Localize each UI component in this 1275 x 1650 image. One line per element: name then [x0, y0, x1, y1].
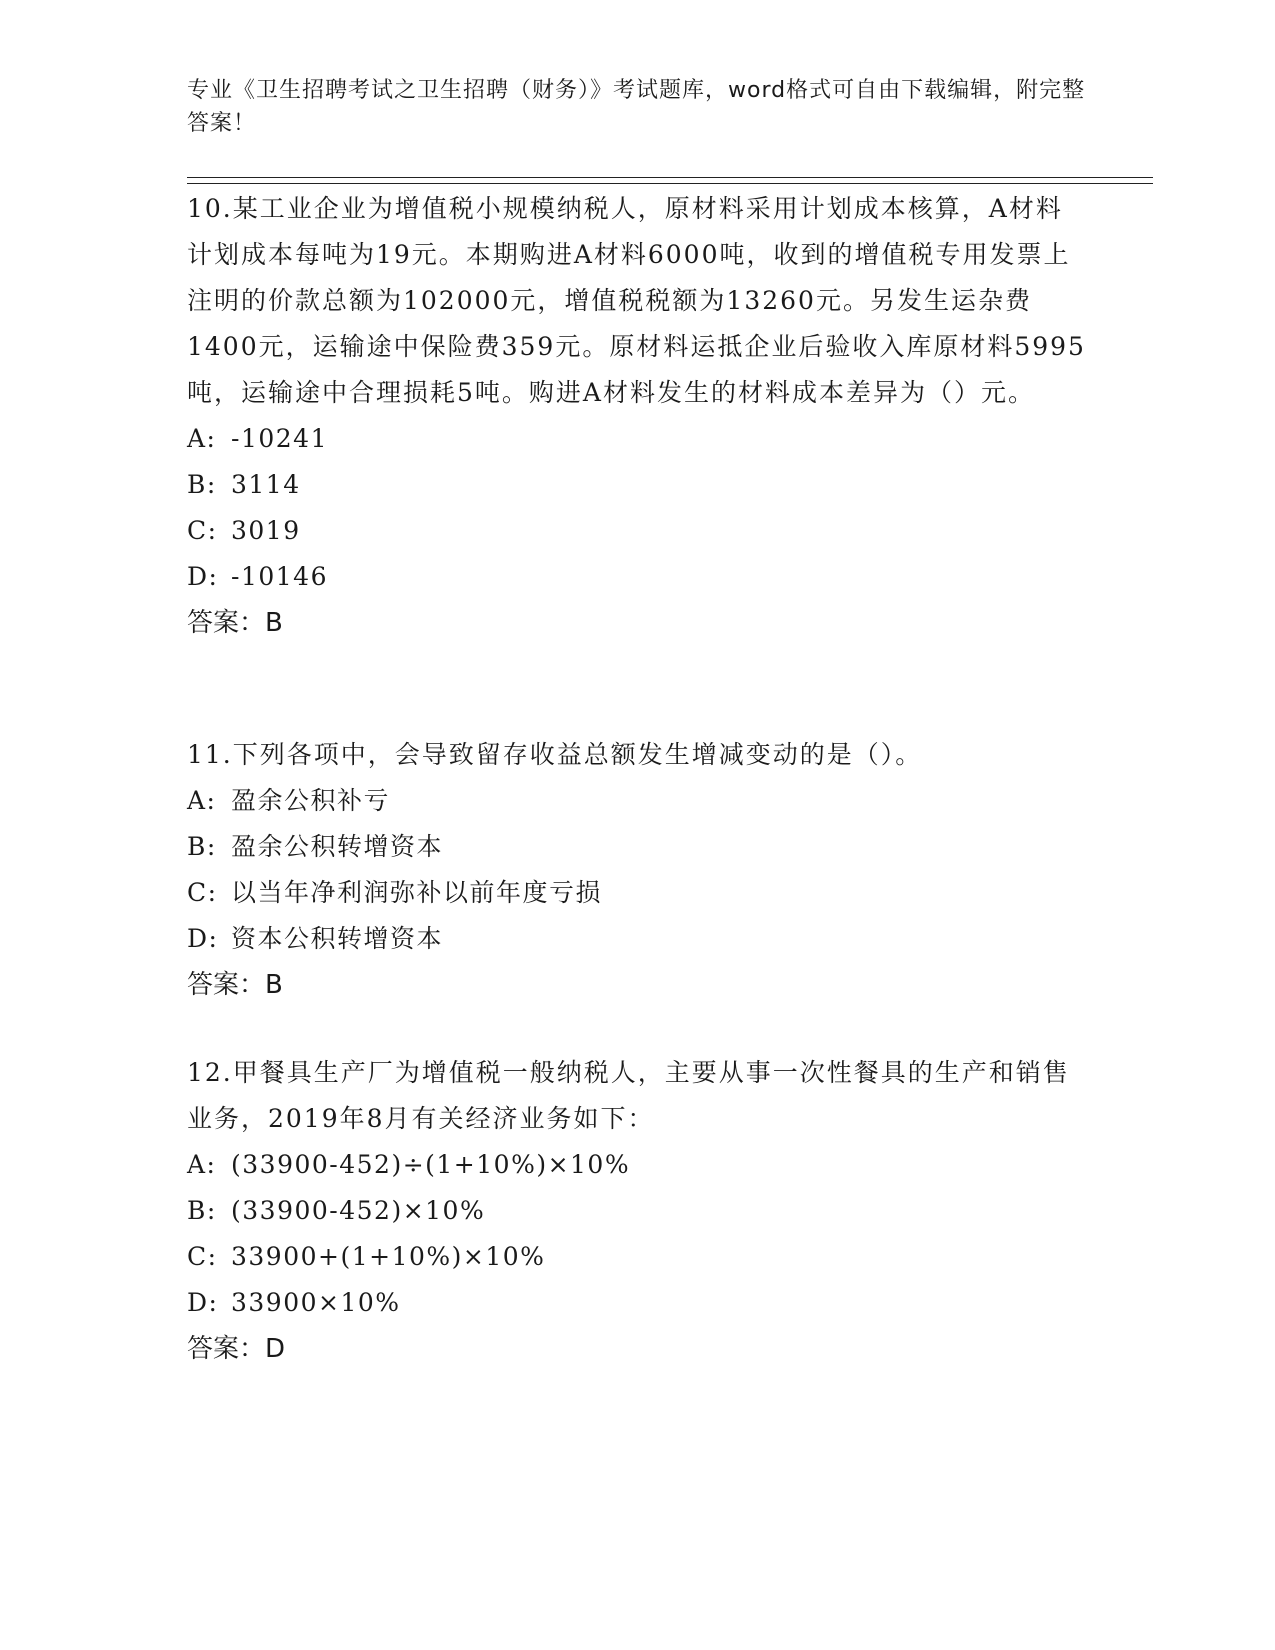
question-10	[187, 186, 1087, 646]
option-key: D:	[187, 924, 219, 953]
option-key: B:	[187, 470, 217, 499]
question-12	[187, 1050, 1087, 1372]
option-text: (33900-452)×10%	[231, 1196, 486, 1225]
option-c	[187, 508, 1087, 554]
answer-line: 答案：B	[187, 608, 283, 638]
option-b	[187, 462, 1087, 508]
option-a	[187, 1142, 1087, 1188]
option-key: B:	[187, 1196, 217, 1225]
header-divider-top	[187, 177, 1153, 178]
option-key: D:	[187, 1288, 219, 1317]
option-b	[187, 824, 1087, 870]
option-d	[187, 1280, 1087, 1326]
question-stem: 12.甲餐具生产厂为增值税一般纳税人，主要从事一次性餐具的生产和销售业务，2019年8月有关经济业务如下：	[187, 1058, 1070, 1133]
option-key: D:	[187, 562, 219, 591]
option-c	[187, 1234, 1087, 1280]
option-key: A:	[187, 424, 217, 453]
option-key: B:	[187, 832, 217, 861]
option-key: C:	[187, 1242, 218, 1271]
option-d	[187, 916, 1087, 962]
option-key: A:	[187, 1150, 217, 1179]
option-text: 盈余公积补亏	[231, 786, 391, 815]
option-key: C:	[187, 878, 218, 907]
question-stem: 11.下列各项中，会导致留存收益总额发生增减变动的是（）。	[187, 740, 923, 769]
option-text: (33900-452)÷(1+10%)×10%	[231, 1150, 631, 1179]
option-a	[187, 778, 1087, 824]
option-text: -10241	[231, 424, 328, 453]
option-key: A:	[187, 786, 217, 815]
option-d	[187, 554, 1087, 600]
option-text: 以当年净利润弥补以前年度亏损	[231, 878, 603, 907]
answer-line: 答案：D	[187, 1334, 286, 1364]
header-divider-bottom	[187, 183, 1153, 184]
question-stem: 10.某工业企业为增值税小规模纳税人，原材料采用计划成本核算，A材料计划成本每吨为19元。本期购进A材料6000吨，收到的增值税专用发票上注明的价款总额为102000元，增值税税额为13260元。另发生运杂费1400元，运输途中保险费359元。原材料运抵企业后验收入库原材料5995吨，运输途中合理损耗5吨。购进A材料发生的材料成本差异为（）元。	[187, 194, 1086, 407]
option-text: 资本公积转增资本	[231, 924, 444, 953]
option-text: 3114	[231, 470, 301, 499]
option-text: 3019	[231, 516, 301, 545]
question-11	[187, 732, 1087, 1008]
option-text: 33900×10%	[231, 1288, 401, 1317]
option-text: 33900+(1+10%)×10%	[231, 1242, 546, 1271]
option-text: 盈余公积转增资本	[231, 832, 444, 861]
option-b	[187, 1188, 1087, 1234]
document-header: 专业《卫生招聘考试之卫生招聘（财务）》考试题库，word格式可自由下载编辑，附完整答案！	[187, 78, 1086, 136]
option-text: -10146	[231, 562, 328, 591]
answer-line: 答案：B	[187, 970, 283, 1000]
option-key: C:	[187, 516, 218, 545]
option-a	[187, 416, 1087, 462]
option-c	[187, 870, 1087, 916]
